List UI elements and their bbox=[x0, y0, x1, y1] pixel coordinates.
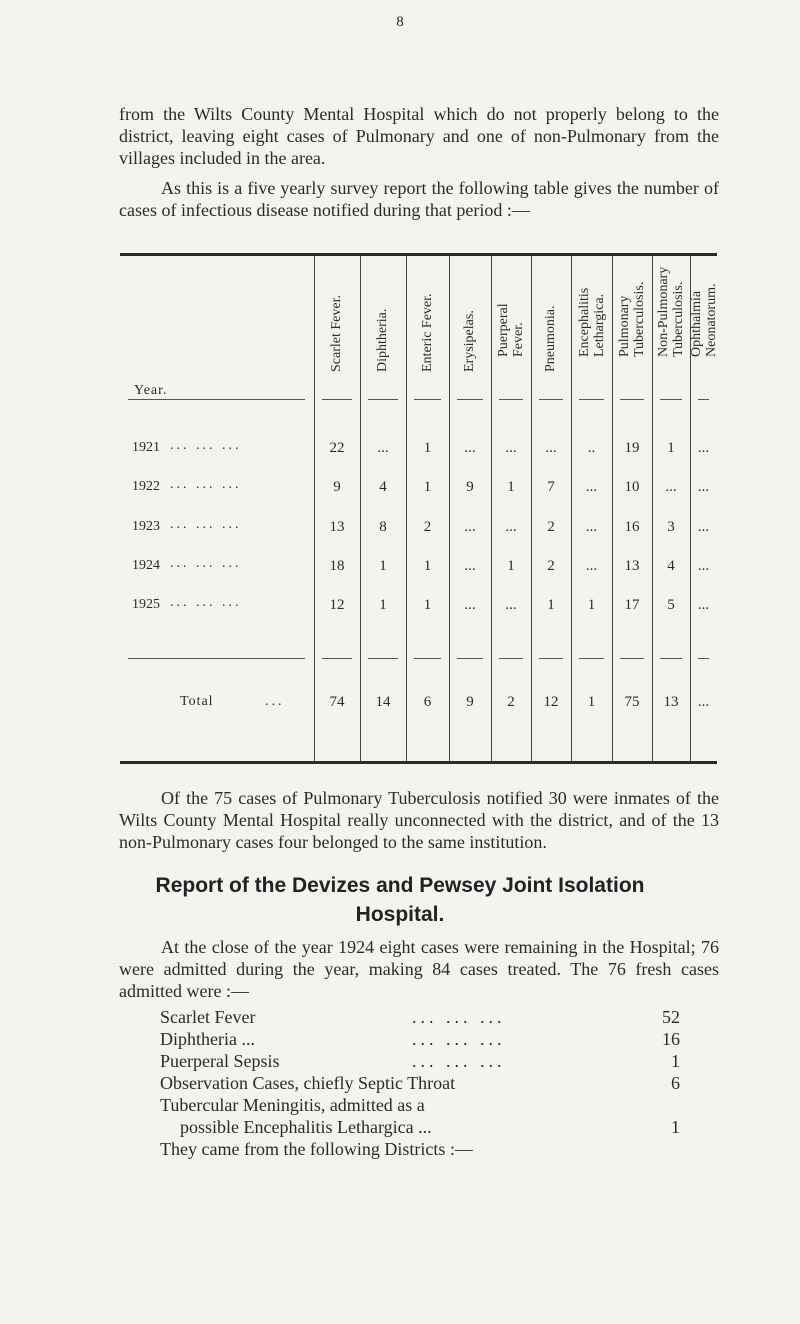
table-cell: 16 bbox=[624, 519, 640, 535]
total-cell: ... bbox=[697, 694, 710, 710]
total-rule bbox=[457, 658, 483, 659]
row-leader: ... ... ... bbox=[170, 556, 242, 571]
closing-line: They came from the following Districts :— bbox=[160, 1139, 473, 1159]
header-rule bbox=[539, 399, 563, 400]
header-rule bbox=[698, 399, 709, 400]
table-cell: 5 bbox=[667, 597, 675, 613]
total-cell: 2 bbox=[507, 694, 515, 710]
intro-paragraph-2: As this is a five yearly survey report the following table gives the number of cases of infectious disease notified during that period :— bbox=[119, 178, 719, 220]
item-label: Diphtheria ... bbox=[160, 1029, 255, 1049]
item-leader: ... ... ... bbox=[412, 1051, 506, 1071]
table-cell: 3 bbox=[667, 519, 675, 535]
table-cell: 1 bbox=[423, 440, 432, 456]
total-leader: ... bbox=[265, 694, 285, 709]
table-cell: ... bbox=[697, 479, 710, 495]
table-cell: 1 bbox=[423, 479, 432, 495]
table-cell: .. bbox=[587, 440, 596, 456]
list-item bbox=[160, 1006, 680, 1028]
item-label-line-2: possible Encephalitis Lethargica ... bbox=[180, 1117, 432, 1137]
header-rule bbox=[660, 399, 682, 400]
item-value: 1 bbox=[671, 1051, 680, 1071]
table-cell: ... bbox=[505, 440, 517, 456]
row-year: 1922 bbox=[132, 479, 160, 494]
table-cell: 18 bbox=[329, 558, 345, 574]
column-header bbox=[360, 269, 406, 387]
total-cell: 9 bbox=[466, 694, 474, 710]
table-cell: ... bbox=[665, 479, 677, 495]
list-item bbox=[160, 1094, 680, 1138]
column-header bbox=[571, 269, 612, 387]
item-label-line-1: Tubercular Meningitis, admitted as a bbox=[160, 1095, 425, 1115]
column-header-label: Ophthalmia Neonatorum. bbox=[688, 283, 719, 357]
total-rule bbox=[660, 658, 682, 659]
table-cell: 1 bbox=[507, 479, 515, 495]
column-header bbox=[491, 269, 531, 387]
total-rule bbox=[414, 658, 441, 659]
table-cell: ... bbox=[377, 440, 389, 456]
column-header-label: Diphtheria. bbox=[375, 308, 390, 372]
table-cell: ... bbox=[585, 519, 598, 535]
report-heading-line-1: Report of the Devizes and Pewsey Joint Isolation bbox=[155, 874, 645, 897]
table-cell: ... bbox=[585, 479, 598, 495]
total-cell: 6 bbox=[423, 694, 432, 710]
column-header bbox=[652, 266, 690, 387]
column-header bbox=[690, 269, 717, 387]
total-rule bbox=[579, 658, 604, 659]
table-cell: ... bbox=[697, 597, 710, 613]
table-cell: ... bbox=[464, 558, 476, 574]
after-table-paragraph: Of the 75 cases of Pulmonary Tuberculosis notified 30 were inmates of the Wilts County Mental Hospital really unconnected with the district, and of the 13 non-Pulmonary cases four belonged to the same institution. bbox=[119, 788, 719, 852]
table-cell: 2 bbox=[547, 558, 555, 574]
total-cell: 1 bbox=[587, 694, 596, 710]
table-cell: 13 bbox=[624, 558, 640, 574]
total-rule bbox=[322, 658, 352, 659]
table-cell: 1 bbox=[379, 597, 387, 613]
table-cell: 9 bbox=[466, 479, 474, 495]
table-cell: 4 bbox=[379, 479, 387, 495]
total-rule bbox=[539, 658, 563, 659]
table-cell: 2 bbox=[547, 519, 555, 535]
total-label: Total bbox=[180, 694, 214, 709]
intro-text bbox=[119, 103, 719, 221]
total-cell: 12 bbox=[543, 694, 559, 710]
header-rule bbox=[499, 399, 523, 400]
year-column-header: Year. bbox=[134, 383, 168, 398]
table-cell: 19 bbox=[624, 440, 640, 456]
total-cell: 13 bbox=[663, 694, 679, 710]
table-cell: 22 bbox=[329, 440, 345, 456]
table-cell: 8 bbox=[379, 519, 387, 535]
table-cell: 1 bbox=[423, 558, 432, 574]
row-year: 1921 bbox=[132, 440, 160, 455]
item-value: 1 bbox=[671, 1117, 680, 1137]
table-cell: ... bbox=[545, 440, 557, 456]
item-label: Scarlet Fever bbox=[160, 1007, 256, 1027]
row-leader: ... ... ... bbox=[170, 438, 242, 453]
total-rule bbox=[620, 658, 644, 659]
column-header-label: Non-Pulmonary Tuberculosis. bbox=[656, 266, 686, 357]
table-cell: ... bbox=[697, 558, 710, 574]
table-cell: 12 bbox=[329, 597, 345, 613]
item-label: Observation Cases, chiefly Septic Throat bbox=[160, 1073, 456, 1093]
table-cell: 2 bbox=[423, 519, 432, 535]
column-header-label: Encephalitis Lethargica. bbox=[576, 287, 607, 357]
report-paragraph: At the close of the year 1924 eight cases were remaining in the Hospital; 76 were admitted during the year, making 84 cases treated. The 76 fresh cases admitted were :— bbox=[119, 937, 719, 1001]
item-leader: ... ... ... bbox=[412, 1029, 506, 1049]
row-leader: ... ... ... bbox=[170, 517, 242, 532]
column-header-label: Enteric Fever. bbox=[419, 293, 435, 372]
list-item bbox=[160, 1028, 680, 1050]
item-label: Puerperal Sepsis bbox=[160, 1051, 280, 1071]
table-cell: 7 bbox=[547, 479, 555, 495]
list-item bbox=[160, 1072, 680, 1094]
table-cell: 1 bbox=[587, 597, 596, 613]
table-cell: ... bbox=[505, 597, 517, 613]
list-item bbox=[160, 1050, 680, 1072]
table-cell: ... bbox=[697, 519, 710, 535]
after-table-text bbox=[119, 787, 719, 853]
table-cell: 10 bbox=[624, 479, 640, 495]
report-heading-line-2: Hospital. bbox=[355, 903, 445, 926]
column-header bbox=[531, 269, 571, 387]
table-cell: ... bbox=[464, 597, 476, 613]
row-leader: ... ... ... bbox=[170, 595, 242, 610]
table-cell: 17 bbox=[624, 597, 640, 613]
total-cell: 74 bbox=[329, 694, 345, 710]
table-cell: 4 bbox=[667, 558, 675, 574]
table-cell: 1 bbox=[379, 558, 387, 574]
column-header-label: Erysipelas. bbox=[462, 310, 477, 372]
table-cell: 1 bbox=[547, 597, 555, 613]
column-header-label: Pneumonia. bbox=[543, 305, 558, 372]
infectious-disease-table bbox=[120, 253, 717, 763]
report-text bbox=[119, 936, 719, 1002]
table-cell: ... bbox=[505, 519, 517, 535]
table-cell: ... bbox=[585, 558, 598, 574]
admissions-list bbox=[160, 1006, 680, 1160]
total-rule bbox=[368, 658, 398, 659]
column-header bbox=[406, 269, 449, 387]
table-bottom-rule bbox=[120, 761, 717, 764]
header-rule bbox=[579, 399, 604, 400]
table-cell: 1 bbox=[667, 440, 675, 456]
table-cell: 13 bbox=[329, 519, 345, 535]
item-leader: ... ... ... bbox=[412, 1007, 506, 1027]
table-cell: 9 bbox=[333, 479, 341, 495]
table-cell: 1 bbox=[507, 558, 515, 574]
column-header-label: Scarlet Fever. bbox=[329, 295, 344, 372]
item-value: 16 bbox=[662, 1029, 680, 1049]
total-cell: 75 bbox=[624, 694, 640, 710]
column-header-label: Puerperal Fever. bbox=[496, 303, 526, 357]
column-header bbox=[449, 269, 491, 387]
header-rule bbox=[620, 399, 644, 400]
header-rule bbox=[457, 399, 483, 400]
column-header-label: Pulmonary Tuberculosis. bbox=[617, 281, 647, 357]
header-rule bbox=[414, 399, 441, 400]
column-header bbox=[314, 269, 360, 387]
row-leader: ... ... ... bbox=[170, 477, 242, 492]
table-cell: ... bbox=[697, 440, 710, 456]
table-cell: 1 bbox=[423, 597, 432, 613]
page-number: 8 bbox=[396, 14, 404, 30]
total-cell: 14 bbox=[375, 694, 391, 710]
table-cell: ... bbox=[464, 519, 476, 535]
table-top-rule bbox=[120, 253, 717, 256]
intro-paragraph-1: from the Wilts County Mental Hospital which do not properly belong to the district, leaving eight cases of Pulmonary and one of non-Pulmonary from the villages included in the area. bbox=[119, 104, 719, 168]
total-rule bbox=[128, 658, 305, 659]
row-year: 1924 bbox=[132, 558, 160, 573]
row-year: 1923 bbox=[132, 519, 160, 534]
total-rule bbox=[499, 658, 523, 659]
row-year: 1925 bbox=[132, 597, 160, 612]
total-rule bbox=[698, 658, 709, 659]
header-rule bbox=[322, 399, 352, 400]
column-header bbox=[612, 269, 652, 387]
header-rule bbox=[128, 399, 305, 400]
header-rule bbox=[368, 399, 398, 400]
item-value: 6 bbox=[671, 1073, 680, 1093]
table-cell: ... bbox=[464, 440, 476, 456]
item-value: 52 bbox=[662, 1007, 680, 1027]
